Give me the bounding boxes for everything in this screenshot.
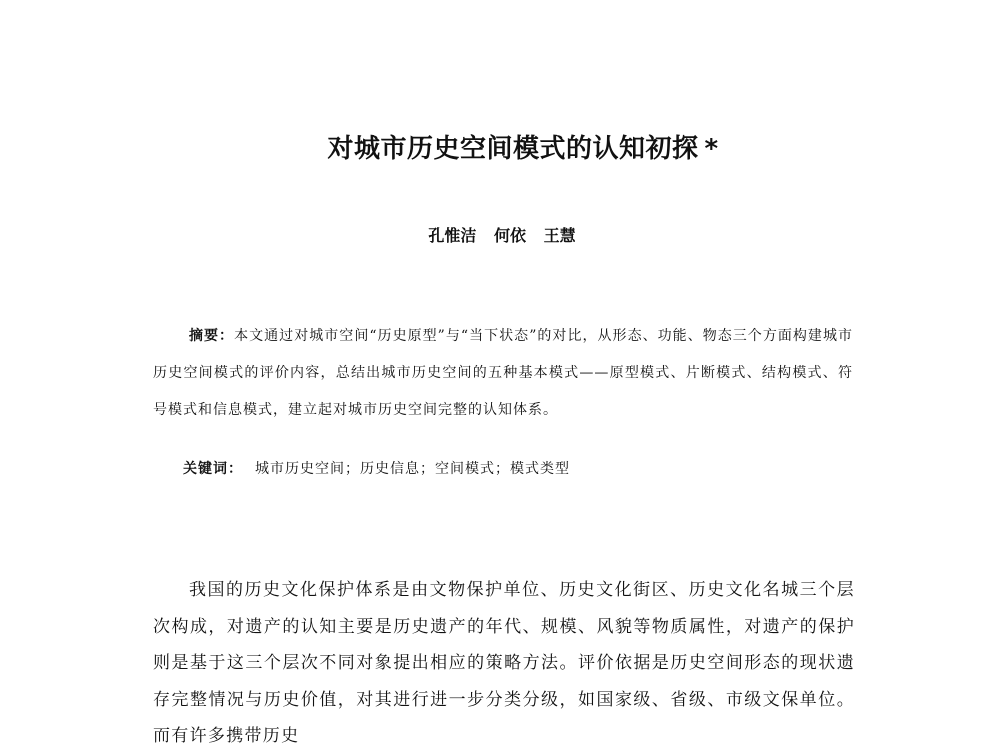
keywords-label: 关键词： <box>183 461 243 477</box>
abstract-label: 摘要： <box>189 328 235 344</box>
keywords <box>183 458 570 478</box>
paper-title <box>0 128 1000 165</box>
body-paragraph: 我国的历史文化保护体系是由文物保护单位、历史文化街区、历史文化名城三个层次构成，对遗产的认知主要是历史遗产的年代、规模、风貌等物质属性，对遗产的保护则是基于这三个层次不同对象提出相应的策略方法。评价依据是历史空间形态的现状遗存完整情况与历史价值，对其进行进一步分类分级，如国家级、省级、市级文保单位。而有许多携带历史 <box>153 580 855 746</box>
author-name: 何依 <box>493 226 526 245</box>
author-name: 王慧 <box>543 226 576 245</box>
author-name: 孔惟洁 <box>428 226 477 245</box>
author-list <box>0 223 1000 246</box>
abstract <box>153 318 853 429</box>
title-footnote-mark: * <box>704 134 719 164</box>
abstract-text: 本文通过对城市空间“历史原型”与“当下状态”的对比，从形态、功能、物态三个方面构建城市历史空间模式的评价内容，总结出城市历史空间的五种基本模式——原型模式、片断模式、结构模式、符号模式和信息模式，建立起对城市历史空间完整的认知体系。 <box>153 328 853 418</box>
paper-title-text: 对城市历史空间模式的认知初探 <box>327 134 699 164</box>
keywords-text: 城市历史空间；历史信息；空间模式；模式类型 <box>255 461 570 477</box>
